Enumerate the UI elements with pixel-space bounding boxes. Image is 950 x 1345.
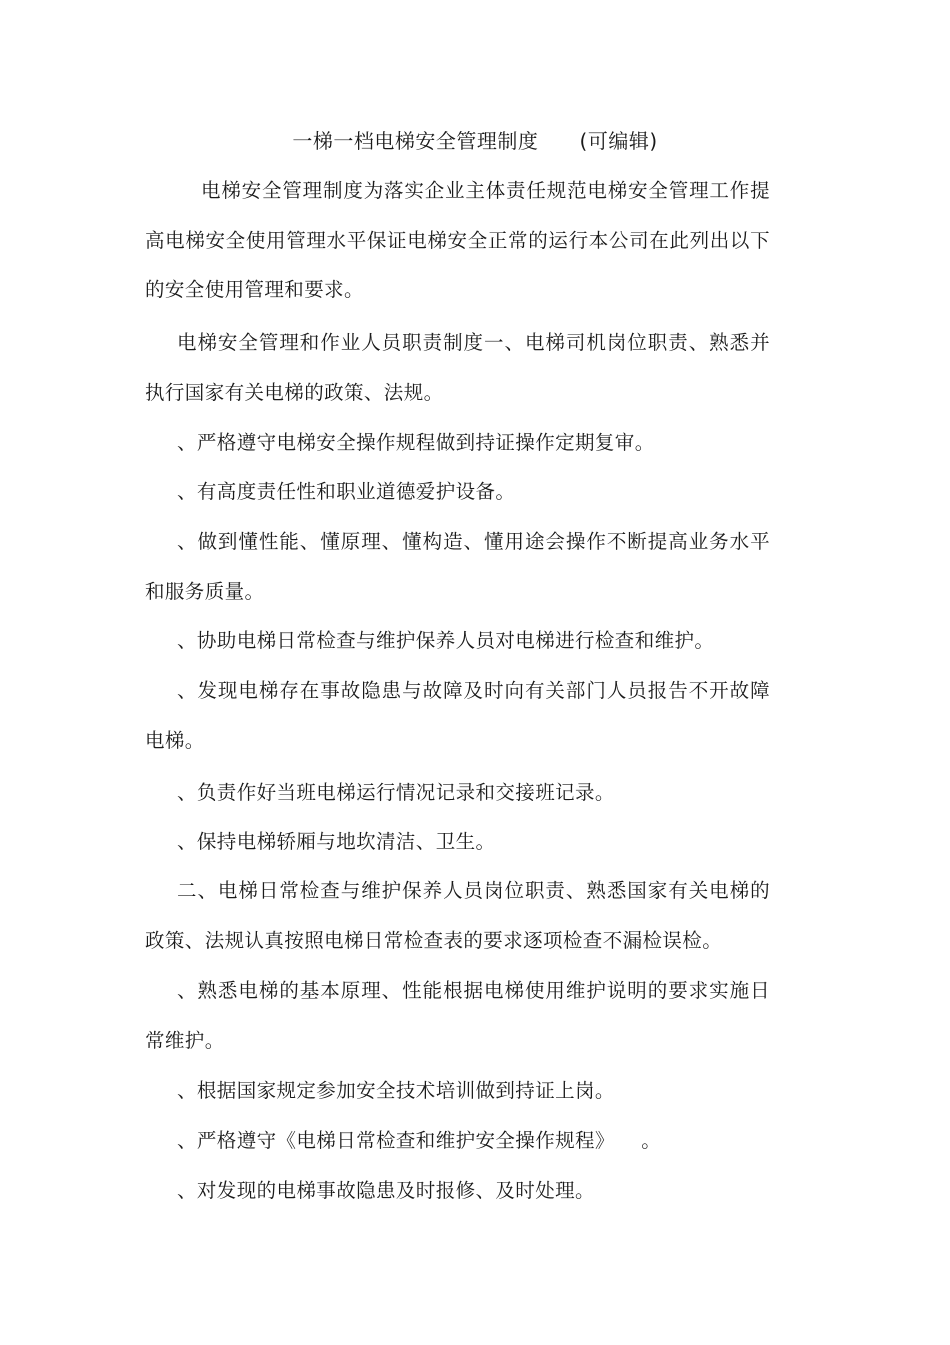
list-item: 、发现电梯存在事故隐患与故障及时向有关部门人员报告不开故障电梯。 — [145, 679, 770, 752]
list-item: 、严格遵守《电梯日常检查和维护安全操作规程》 。 — [177, 1129, 662, 1152]
paragraph-duties-intro: 电梯安全管理和作业人员职责制度一、电梯司机岗位职责、熟悉并执行国家有关电梯的政策、法规。 — [145, 331, 770, 404]
list-item: 、根据国家规定参加安全技术培训做到持证上岗。 — [177, 1079, 615, 1102]
list-item: 、负责作好当班电梯运行情况记录和交接班记录。 — [177, 781, 615, 804]
list-item: 、对发现的电梯事故隐患及时报修、及时处理。 — [177, 1179, 595, 1202]
list-item: 、严格遵守电梯安全操作规程做到持证操作定期复审。 — [177, 431, 655, 454]
list-item: 、保持电梯轿厢与地坎清洁、卫生。 — [177, 830, 496, 853]
list-item: 、熟悉电梯的基本原理、性能根据电梯使用维护说明的要求实施日常维护。 — [145, 979, 770, 1052]
list-item: 、做到懂性能、懂原理、懂构造、懂用途会操作不断提高业务水平和服务质量。 — [145, 530, 770, 603]
document-title: 一梯一档电梯安全管理制度 (可编辑) — [292, 129, 658, 153]
paragraph-intro: 电梯安全管理制度为落实企业主体责任规范电梯安全管理工作提高电梯安全使用管理水平保证电梯安全正常的运行本公司在此列出以下的安全使用管理和要求。 — [145, 179, 770, 301]
list-item: 、有高度责任性和职业道德爱护设备。 — [177, 480, 516, 503]
list-item: 、协助电梯日常检查与维护保养人员对电梯进行检查和维护。 — [177, 629, 715, 652]
paragraph-section-two: 二、电梯日常检查与维护保养人员岗位职责、熟悉国家有关电梯的政策、法规认真按照电梯日常检查表的要求逐项检查不漏检误检。 — [145, 879, 770, 952]
